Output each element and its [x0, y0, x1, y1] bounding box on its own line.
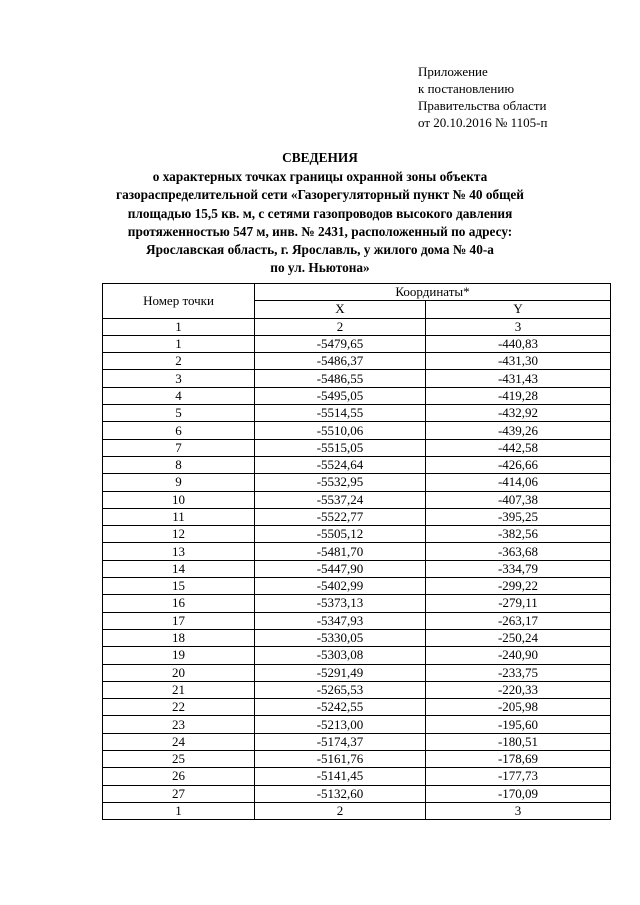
- table-row: [103, 785, 611, 802]
- title-line: протяженностью 547 м, инв. № 2431, расположенный по адресу:: [127, 223, 513, 239]
- cell-y: -431,30: [426, 353, 611, 370]
- cell-x: -5291,49: [255, 664, 426, 681]
- table-row: [103, 699, 611, 716]
- appendix-line: Приложение: [418, 64, 488, 79]
- table-row: [103, 578, 611, 595]
- cell-point-number: 24: [103, 733, 255, 750]
- table-row: [103, 508, 611, 525]
- cell-point-number: 26: [103, 768, 255, 785]
- cell-x: -5242,55: [255, 699, 426, 716]
- cell-x: -5505,12: [255, 526, 426, 543]
- cell-x: -5522,77: [255, 508, 426, 525]
- cell-point-number: 19: [103, 647, 255, 664]
- cell-point-number: 23: [103, 716, 255, 733]
- appendix-line: от 20.10.2016 № 1105-п: [418, 115, 548, 130]
- appendix-line: к постановлению: [418, 81, 515, 96]
- cell-y: -395,25: [426, 508, 611, 525]
- cell-point-number: 11: [103, 508, 255, 525]
- table-row: [103, 716, 611, 733]
- cell-y: -195,60: [426, 716, 611, 733]
- table-row: [103, 335, 611, 352]
- cell-x: -5514,55: [255, 405, 426, 422]
- table-row: [103, 768, 611, 785]
- cell-point-number: 17: [103, 612, 255, 629]
- cell-point-number: 3: [103, 370, 255, 387]
- title-heading: СВЕДЕНИЯ: [282, 150, 358, 165]
- table-body: [103, 335, 611, 819]
- document-title: [100, 149, 540, 277]
- table-row: [103, 751, 611, 768]
- table-row: [103, 681, 611, 698]
- cell-y: -299,22: [426, 578, 611, 595]
- cell-y: -250,24: [426, 629, 611, 646]
- title-line: Ярославская область, г. Ярославль, у жилого дома № 40-а: [146, 242, 494, 258]
- table-row: [103, 526, 611, 543]
- cell-point-number: 10: [103, 491, 255, 508]
- cell-y: -177,73: [426, 768, 611, 785]
- cell-y: -363,68: [426, 543, 611, 560]
- cell-x: -5347,93: [255, 612, 426, 629]
- cell-x: -5174,37: [255, 733, 426, 750]
- cell-x: -5303,08: [255, 647, 426, 664]
- cell-x: -5132,60: [255, 785, 426, 802]
- cell-y: -442,58: [426, 439, 611, 456]
- title-line: по ул. Ньютона»: [270, 260, 370, 276]
- cell-point-number: 27: [103, 785, 255, 802]
- cell-x: -5524,64: [255, 456, 426, 473]
- cell-y: 3: [426, 802, 611, 819]
- table-row: [103, 422, 611, 439]
- cell-x: -5532,95: [255, 474, 426, 491]
- cell-point-number: 1: [103, 335, 255, 352]
- table-row: [103, 405, 611, 422]
- cell-point-number: 15: [103, 578, 255, 595]
- cell-y: -440,83: [426, 335, 611, 352]
- cell-y: -263,17: [426, 612, 611, 629]
- cell-x: -5265,53: [255, 681, 426, 698]
- cell-x: -5373,13: [255, 595, 426, 612]
- table-row: [103, 802, 611, 819]
- cell-x: -5486,37: [255, 353, 426, 370]
- cell-x: -5537,24: [255, 491, 426, 508]
- cell-y: -205,98: [426, 699, 611, 716]
- column-number: 3: [426, 318, 611, 335]
- cell-point-number: 20: [103, 664, 255, 681]
- cell-x: -5213,00: [255, 716, 426, 733]
- title-line: газораспределительной сети «Газорегуляторный пункт № 40 общей: [116, 187, 524, 203]
- table-row: [103, 491, 611, 508]
- cell-x: -5141,45: [255, 768, 426, 785]
- table-row: [103, 439, 611, 456]
- cell-x: -5486,55: [255, 370, 426, 387]
- cell-point-number: 16: [103, 595, 255, 612]
- table-row: [103, 647, 611, 664]
- cell-x: -5161,76: [255, 751, 426, 768]
- cell-y: -382,56: [426, 526, 611, 543]
- cell-point-number: 8: [103, 456, 255, 473]
- table-header-row: [103, 284, 611, 301]
- header-point-number: Номер точки: [103, 284, 255, 319]
- cell-point-number: 12: [103, 526, 255, 543]
- cell-y: -426,66: [426, 456, 611, 473]
- table-row: [103, 560, 611, 577]
- cell-point-number: 21: [103, 681, 255, 698]
- table-row: [103, 629, 611, 646]
- cell-x: -5515,05: [255, 439, 426, 456]
- table-row: [103, 353, 611, 370]
- column-number: 2: [255, 318, 426, 335]
- cell-y: -334,79: [426, 560, 611, 577]
- cell-y: -279,11: [426, 595, 611, 612]
- table-row: [103, 370, 611, 387]
- cell-y: -419,28: [426, 387, 611, 404]
- cell-x: -5330,05: [255, 629, 426, 646]
- header-x: X: [255, 301, 426, 318]
- table-row: [103, 733, 611, 750]
- cell-point-number: 14: [103, 560, 255, 577]
- cell-point-number: 7: [103, 439, 255, 456]
- table-row: [103, 474, 611, 491]
- cell-y: -414,06: [426, 474, 611, 491]
- cell-x: -5495,05: [255, 387, 426, 404]
- cell-point-number: 22: [103, 699, 255, 716]
- cell-y: -240,90: [426, 647, 611, 664]
- coordinates-table: [102, 283, 611, 820]
- cell-y: -432,92: [426, 405, 611, 422]
- cell-y: -220,33: [426, 681, 611, 698]
- cell-point-number: 1: [103, 802, 255, 819]
- table-row: [103, 612, 611, 629]
- table-row: [103, 595, 611, 612]
- cell-y: -170,09: [426, 785, 611, 802]
- cell-point-number: 4: [103, 387, 255, 404]
- cell-y: -439,26: [426, 422, 611, 439]
- cell-point-number: 9: [103, 474, 255, 491]
- cell-point-number: 2: [103, 353, 255, 370]
- cell-x: -5447,90: [255, 560, 426, 577]
- column-number: 1: [103, 318, 255, 335]
- cell-x: -5479,65: [255, 335, 426, 352]
- cell-y: -178,69: [426, 751, 611, 768]
- title-line: площадью 15,5 кв. м, с сетями газопроводов высокого давления: [127, 205, 513, 221]
- cell-x: -5402,99: [255, 578, 426, 595]
- cell-y: -407,38: [426, 491, 611, 508]
- title-line: о характерных точках границы охранной зоны объекта: [152, 169, 488, 185]
- cell-point-number: 5: [103, 405, 255, 422]
- cell-y: -180,51: [426, 733, 611, 750]
- cell-point-number: 18: [103, 629, 255, 646]
- cell-point-number: 6: [103, 422, 255, 439]
- table-row: [103, 387, 611, 404]
- appendix-note: [418, 63, 547, 131]
- cell-x: -5481,70: [255, 543, 426, 560]
- column-numbering-row: [103, 318, 611, 335]
- cell-point-number: 13: [103, 543, 255, 560]
- table-row: [103, 543, 611, 560]
- appendix-line: Правительства области: [418, 98, 547, 113]
- cell-y: -233,75: [426, 664, 611, 681]
- table-row: [103, 456, 611, 473]
- header-coordinates: Координаты*: [255, 284, 611, 301]
- table-row: [103, 664, 611, 681]
- cell-x: 2: [255, 802, 426, 819]
- cell-x: -5510,06: [255, 422, 426, 439]
- header-y: Y: [426, 301, 611, 318]
- cell-point-number: 25: [103, 751, 255, 768]
- cell-y: -431,43: [426, 370, 611, 387]
